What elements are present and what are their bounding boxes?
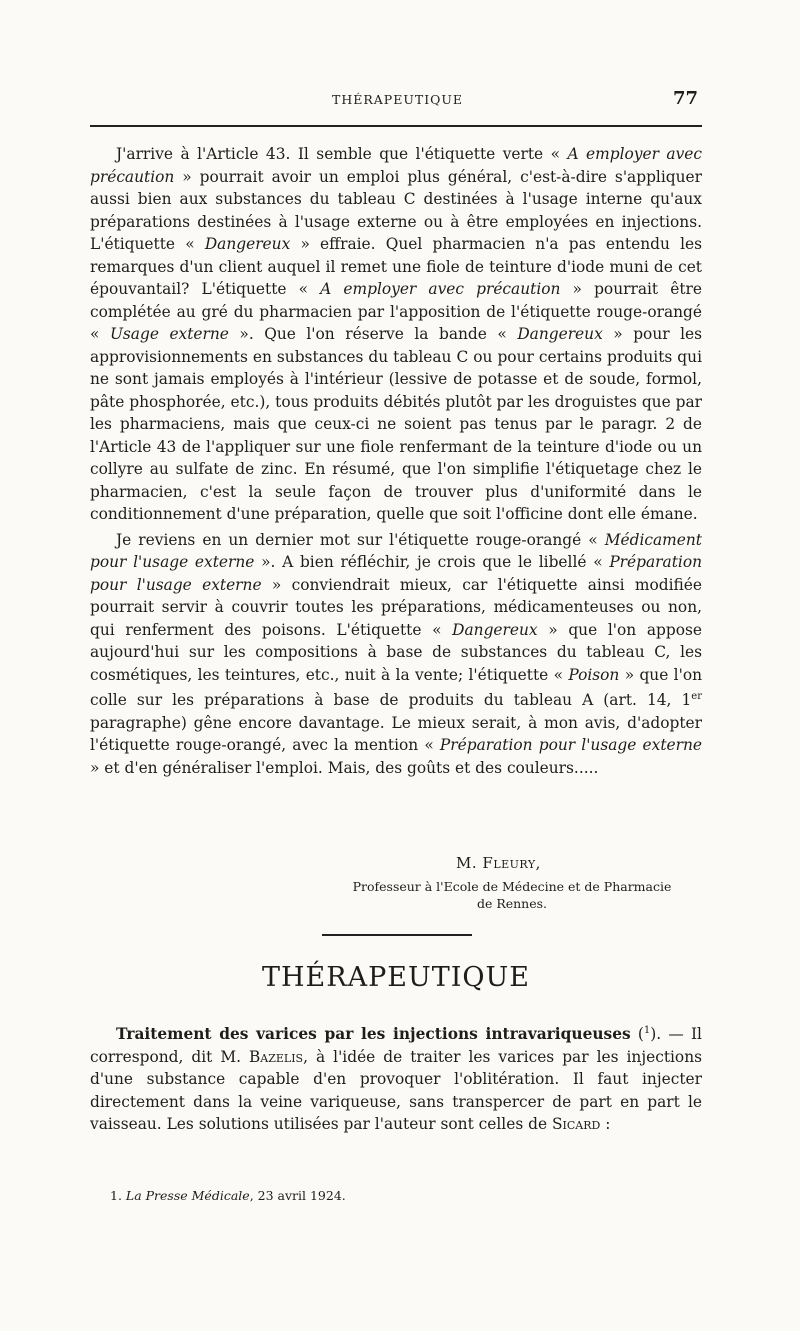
text-run: » et d'en généraliser l'emploi. Mais, des goûts et des couleurs..... bbox=[90, 758, 599, 777]
text-run: Dangereux bbox=[204, 235, 291, 253]
text-run: » conviendrait mieux, car l'étiquette ainsi modifiée pourrait servir à couvrir toutes les préparations, médicamenteuses ou non, qui renferment des poisons. L'étiquette « bbox=[90, 575, 702, 639]
section-paragraph bbox=[90, 1020, 702, 1136]
text-run: , à l'idée de traiter les varices par les injections d'une substance capable d'en provoquer l'oblitération. Il faut injecter directement dans la veine variqueuse, sans transpercer de part en part le vaisseau. Les solutions utilisées par l'auteur sont celles de bbox=[90, 1047, 703, 1134]
text-run: Médicament pour l'usage externe bbox=[90, 530, 702, 571]
page-number: 77 bbox=[672, 88, 698, 109]
text-run: A employer avec précaution bbox=[320, 280, 561, 298]
footnote-marker: 1. bbox=[110, 1188, 122, 1203]
author-name: M. Fleury, bbox=[456, 854, 541, 872]
section-heading: THÉRAPEUTIQUE bbox=[262, 962, 530, 993]
article-paragraph-2 bbox=[90, 529, 702, 780]
text-run: 1 bbox=[643, 1025, 651, 1036]
text-run: Je reviens en un dernier mot sur l'étiquette rouge-orangé « bbox=[116, 530, 605, 549]
text-run: » pourrait être complétée au gré du pharmacien par l'apposition de l'étiquette rouge-orangé « bbox=[90, 280, 702, 343]
running-head bbox=[90, 88, 702, 112]
text-run: ». A bien réfléchir, je crois que le libellé « bbox=[254, 553, 610, 571]
text-run: » effraie. Quel pharmacien n'a pas entendu les remarques d'un client auquel il remet une fiole de teinture d'iode muni de cet épouvantail? L'étiquette « bbox=[90, 235, 703, 298]
text-run: J'arrive à l'Article 43. Il semble que l'étiquette verte « bbox=[116, 145, 568, 163]
text-run: Poison bbox=[568, 665, 620, 684]
text-run: » que l'on appose aujourd'hui sur les compositions à base de substances du tableau C, les cosmétiques, les teintures, etc., nuit à la vente; l'étiquette « bbox=[90, 620, 703, 684]
author-affiliation bbox=[322, 878, 702, 912]
text-run: ». Que l'on réserve la bande « bbox=[228, 325, 518, 343]
text-run: Dangereux bbox=[517, 325, 603, 343]
footnote bbox=[110, 1188, 700, 1203]
text-run: » pour les approvisionnements en substances du tableau C ou pour certains produits qui ne sont jamais employés à l'intérieur (lessive de potasse et de soude, formol, pâte phosphorée, etc.), tous produits débités plutôt par les droguistes que par les pharmaciens, mais que ceux-ci ne soient pas tenus par le paragr. 2 de l'Article 43 de l'appliquer sur une fiole renfermant de la teinture d'iode ou un collyre au sulfate de zinc. En résumé, que l'on simplifie l'étiquetage chez le pharmacien, c'est la seule façon de trouver plus d'uniformité dans le conditionnement d'une préparation, quelle que soit l'officine dont elle émane. bbox=[90, 325, 703, 523]
text-run: ( bbox=[630, 1025, 644, 1044]
section-separator-rule bbox=[322, 934, 472, 936]
footnote-source: La Presse Médicale bbox=[125, 1188, 250, 1203]
text-run: ). — Il correspond, dit M. bbox=[90, 1025, 702, 1066]
text-run: Sicard bbox=[551, 1115, 601, 1134]
text-run: er bbox=[691, 691, 702, 702]
text-run: » que l'on colle sur les préparations à base de produits du tableau A (art. 14, 1 bbox=[90, 665, 702, 710]
text-run: paragraphe) gêne encore davantage. Le mieux serait, à mon avis, d'adopter l'étiquette rouge-orangé, avec la mention « bbox=[90, 713, 702, 755]
author-surname: Fleury bbox=[482, 854, 536, 872]
text-run: » pourrait avoir un emploi plus général, c'est-à-dire s'appliquer aussi bien aux substances du tableau C destinées à l'usage interne qu'aux préparations destinées à l'usage externe ou à être employées en injections. L'étiquette « bbox=[90, 167, 702, 253]
section-body bbox=[90, 1020, 702, 1136]
text-run: : bbox=[600, 1115, 611, 1134]
affiliation-line-2: de Rennes. bbox=[476, 896, 548, 911]
text-run: Dangereux bbox=[452, 620, 538, 639]
article-body bbox=[90, 143, 702, 779]
text-run: Préparation pour l'usage externe bbox=[439, 736, 702, 755]
text-run: Bazelis bbox=[248, 1047, 304, 1066]
article-paragraph-1 bbox=[90, 143, 702, 526]
text-run: A employer avec précaution bbox=[90, 145, 702, 186]
footnote-date: , 23 avril 1924. bbox=[249, 1188, 346, 1203]
text-run: Usage externe bbox=[109, 325, 229, 343]
running-head-title: THÉRAPEUTIQUE bbox=[332, 92, 464, 107]
text-run: Préparation pour l'usage externe bbox=[90, 553, 702, 594]
affiliation-line-1: Professeur à l'Ecole de Médecine et de Pharmacie bbox=[352, 879, 672, 894]
text-run: Traitement des varices par les injections intravariqueuses bbox=[116, 1025, 631, 1044]
header-rule bbox=[90, 125, 702, 127]
